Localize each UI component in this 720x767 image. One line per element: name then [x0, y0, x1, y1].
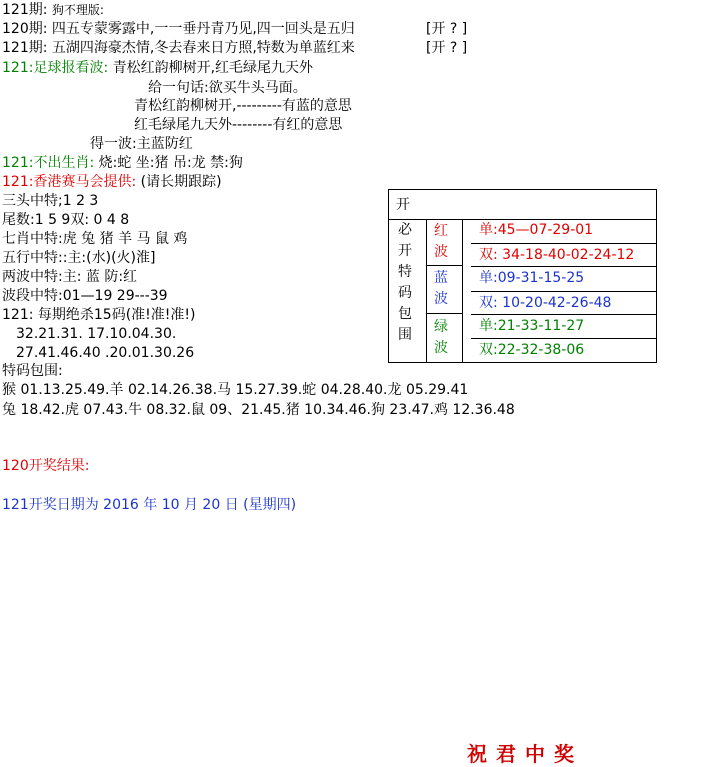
riddle-text: 四五专蒙雾露中,一一垂丹青乃见,四一回头是五归 — [51, 21, 355, 37]
prediction-item: 波段中特:01—19 29---39 — [2, 288, 168, 304]
side-label-char: 特 — [398, 264, 412, 280]
red-wave-char: 波 — [434, 244, 448, 260]
results-date — [2, 496, 296, 514]
table-header — [389, 190, 656, 220]
zodiac-label: 121:不出生肖: — [2, 155, 95, 171]
header-line — [2, 1, 104, 19]
prediction-item: 三头中特;1 2 3 — [2, 193, 99, 209]
riddle-text: 五湖四海豪杰情,冬去春来日方照,特数为单蓝红来 — [51, 40, 355, 56]
results-date-prefix: 121 — [2, 497, 29, 513]
row-divider — [471, 338, 656, 339]
green-wave-char: 波 — [434, 340, 448, 356]
blue-odd-numbers: 单:09-31-15-25 — [479, 270, 585, 286]
row-divider — [471, 243, 656, 244]
prediction-item: 尾数:1 5 9双: 0 4 8 — [2, 212, 130, 228]
football-verse: 青松红韵柳树开,红毛绿尾九天外 — [112, 60, 314, 76]
fifteen-label: 121: 每期绝杀15码(准!准!准!) — [2, 307, 196, 323]
riddle-period: 120期: — [2, 21, 48, 37]
green-even-numbers: 双:22-32-38-06 — [479, 342, 585, 358]
green-wave-char: 绿 — [434, 319, 448, 335]
good-luck-banner: 祝君中奖 — [467, 742, 583, 766]
prediction-item: 两波中特:主: 蓝 防:红 — [2, 269, 138, 285]
riddle-121 — [2, 39, 355, 57]
side-label-char: 围 — [398, 327, 412, 343]
green-odd-numbers: 单:21-33-11-27 — [479, 318, 585, 334]
football-detail-2: 红毛绿尾九天外--------有红的意思 — [134, 117, 343, 133]
fifteen-row: 32.21.31. 17.10.04.30. — [16, 326, 177, 342]
prediction-item: 五行中特::主:(水)(火)淮] — [2, 250, 156, 266]
side-label-char: 包 — [398, 306, 412, 322]
riddle-120 — [2, 20, 355, 38]
hk-label: 121:香港赛马会提供: — [2, 174, 137, 190]
results-120-label: 120开奖结果: — [2, 458, 90, 474]
row-divider — [471, 266, 656, 267]
riddle-period: 121期: — [2, 40, 48, 56]
side-label-char: 码 — [398, 285, 412, 301]
football-conclusion: 得一波:主蓝防红 — [90, 136, 193, 152]
blue-wave-char: 波 — [434, 291, 448, 307]
results-date-text: 开奖日期为 2016 年 10 月 20 日 (星期四) — [28, 497, 297, 513]
blue-wave-char: 蓝 — [434, 270, 448, 286]
red-wave-cell — [426, 219, 463, 266]
side-label-char: 必 — [398, 222, 412, 238]
wave-table — [388, 189, 657, 363]
prediction-item: 七肖中特:虎 兔 猪 羊 马 鼠 鸡 — [2, 231, 188, 247]
hk-line — [2, 173, 222, 191]
zodiac-line — [2, 154, 243, 172]
green-wave-cell — [426, 314, 463, 362]
side-label-column — [389, 219, 427, 362]
package-row: 兔 18.42.虎 07.43.牛 08.32.鼠 09、21.45.猪 10.34.46.狗 23.47.鸡 12.36.48 — [2, 402, 515, 418]
red-even-numbers: 双: 34-18-40-02-24-12 — [479, 247, 635, 263]
football-detail-1: 青松红韵柳树开,---------有蓝的意思 — [134, 98, 352, 114]
package-label: 特码包围: — [2, 363, 63, 379]
row-divider — [471, 291, 656, 292]
edition-title: 狗不理版: — [51, 3, 104, 17]
fifteen-row: 27.41.46.40 .20.01.30.26 — [16, 345, 195, 361]
blue-wave-cell — [426, 266, 463, 314]
table-header-text: 开 — [396, 197, 410, 213]
row-divider — [471, 314, 656, 315]
riddle-status: [开 ? ] — [426, 40, 468, 56]
red-wave-char: 红 — [434, 223, 448, 239]
blue-even-numbers: 双: 10-20-42-26-48 — [479, 295, 612, 311]
zodiac-text: 烧:蛇 坐:猪 吊:龙 禁:狗 — [98, 155, 243, 171]
hk-note: (请长期跟踪) — [140, 174, 222, 190]
package-row: 猴 01.13.25.49.羊 02.14.26.38.马 15.27.39.蛇 04.28.40.龙 05.29.41 — [2, 382, 469, 398]
red-odd-numbers: 单:45—07-29-01 — [479, 222, 594, 238]
football-gift: 给一句话:欲买牛头马面。 — [148, 80, 307, 96]
period-label: 121期: — [2, 2, 48, 18]
riddle-status: [开 ? ] — [426, 21, 468, 37]
side-label-char: 开 — [398, 243, 412, 259]
football-label: 121:足球报看波: — [2, 60, 109, 76]
football-line — [2, 59, 313, 77]
